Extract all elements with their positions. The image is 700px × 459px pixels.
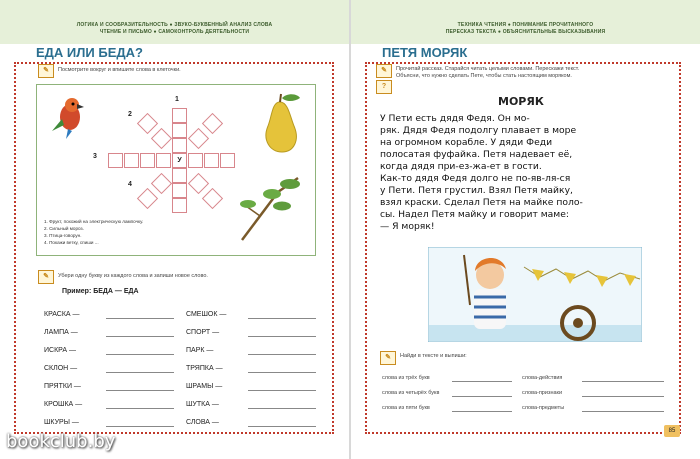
page-gutter (349, 0, 351, 459)
right-page-title: ПЕТЯ МОРЯК (382, 45, 468, 60)
pencil-task-icon: ✎ (38, 64, 54, 78)
word-item: ПАРК — (186, 347, 214, 354)
story-line: сы. Надел Петя майку и говорит маме: (380, 209, 569, 220)
clue-number-4: 4 (128, 181, 132, 188)
category-label: слова из трёх букв (382, 375, 430, 381)
find-words-instruction: Найди в тексте и выпиши: (400, 353, 467, 359)
answer-line[interactable] (106, 372, 174, 373)
example-label: Пример: БЕДА — ЕДА (62, 288, 139, 295)
category-label: слова из пяти букв (382, 405, 430, 411)
clue-number-2: 2 (128, 111, 132, 118)
crossword-cell[interactable] (220, 153, 235, 168)
answer-line[interactable] (248, 426, 316, 427)
pencil-task-icon: ✎ (380, 351, 396, 365)
word-item: КРАСКА — (44, 311, 80, 318)
story-line: полосатая фуфайка. Петя надевает её, (380, 149, 573, 160)
story-line: — Я моряк! (380, 221, 435, 232)
answer-line[interactable] (248, 408, 316, 409)
word-item: ПРЯТКИ — (44, 383, 81, 390)
clue-line: 3. Птица-говорун. (44, 233, 82, 238)
speaking-task-icon: ? (376, 80, 392, 94)
crossword-cell[interactable] (172, 138, 187, 153)
story-line: У Пети есть дядя Федя. Он мо- (380, 113, 530, 124)
crossword-cell[interactable] (124, 153, 139, 168)
crossword-cell[interactable] (108, 153, 123, 168)
word-item: ТРЯПКА — (186, 365, 223, 372)
story-line: когда дядя при-ез-жа-ет в гости. (380, 161, 542, 172)
answer-line[interactable] (248, 354, 316, 355)
answer-line[interactable] (248, 318, 316, 319)
answer-line[interactable] (106, 354, 174, 355)
answer-line[interactable] (452, 381, 512, 382)
story-line: у Пети. Петя грустил. Взял Петя майку, (380, 185, 573, 196)
page-number: 85 (664, 425, 680, 437)
right-header-line1: ТЕХНИКА ЧТЕНИЯ ● ПОНИМАНИЕ ПРОЧИТАННОГО (457, 22, 594, 28)
reading-instruction-1: Прочитай рассказ. Старайся читать целыми словами. Перескажи текст. (396, 66, 580, 72)
word-item: СМЕШОК — (186, 311, 227, 318)
answer-line[interactable] (452, 396, 512, 397)
crossword-cell[interactable] (204, 153, 219, 168)
story-line: взял краски. Сделал Петя на майке поло- (380, 197, 583, 208)
crossword-cell[interactable] (172, 108, 187, 123)
answer-line[interactable] (582, 396, 664, 397)
answer-line[interactable] (582, 411, 664, 412)
answer-line[interactable] (106, 408, 174, 409)
reading-task-icon: ✎ (376, 64, 392, 78)
right-header-band (351, 0, 700, 44)
story-line: на огромном корабле. У дяди Феди (380, 137, 553, 148)
crossword-cell[interactable] (172, 198, 187, 213)
word-item: ИСКРА — (44, 347, 76, 354)
story-line: Как-то дядя Федя долго не по-яв-ля-ся (380, 173, 571, 184)
answer-line[interactable] (248, 390, 316, 391)
word-item: СПОРТ — (186, 329, 220, 336)
answer-line[interactable] (452, 411, 512, 412)
word-item: ШУТКА — (186, 401, 219, 408)
word-item: КРОШКА — (44, 401, 83, 408)
crossword-cell[interactable] (188, 153, 203, 168)
crossword-cell[interactable] (172, 168, 187, 183)
bookclub-watermark: bookclub.by (6, 431, 116, 452)
clue-line: 1. Фрукт, похожий на электрическую лампочку. (44, 219, 144, 224)
crossword-cell[interactable] (140, 153, 155, 168)
left-header-line2: ЧТЕНИЕ И ПИСЬМО ● САМОКОНТРОЛЬ ДЕЯТЕЛЬНОСТИ (99, 29, 250, 35)
answer-line[interactable] (106, 426, 174, 427)
category-label: слова-признаки (522, 390, 563, 396)
answer-line[interactable] (248, 372, 316, 373)
word-item: СЛОВА — (186, 419, 219, 426)
reading-instruction-2: Объясни, что нужно сделать Пете, чтобы стать настоящим моряком. (396, 73, 572, 79)
word-item: ШКУРЫ — (44, 419, 79, 426)
clue-number-1: 1 (175, 96, 179, 103)
answer-line[interactable] (248, 336, 316, 337)
sailor-boy-illustration (428, 247, 642, 342)
crossword-cell[interactable] (172, 123, 187, 138)
left-header-line1: ЛОГИКА И СООБРАЗИТЕЛЬНОСТЬ ● ЗВУКО-БУКВЕННЫЙ АНАЛИЗ СЛОВА (76, 22, 273, 28)
story-title: МОРЯК (498, 95, 544, 108)
answer-line[interactable] (106, 318, 174, 319)
crossword-cell-letter[interactable]: У (172, 153, 187, 168)
clue-line: 4. Покажи ветку, спиши ... (44, 240, 99, 245)
word-item: СКЛОН — (44, 365, 78, 372)
answer-line[interactable] (582, 381, 664, 382)
word-item: ЛАМПА — (44, 329, 78, 336)
clue-line: 2. Сильный мороз. (44, 226, 84, 231)
answer-line[interactable] (106, 390, 174, 391)
word-item: ШРАМЫ — (186, 383, 223, 390)
category-label: слова из четырёх букв (382, 390, 440, 396)
right-header-line2: ПЕРЕСКАЗ ТЕКСТА ● ОБЪЯСНИТЕЛЬНЫЕ ВЫСКАЗЫВАНИЯ (445, 29, 606, 35)
crossword-instruction: Посмотрите вокруг и впишите слова в клеточки. (58, 67, 181, 73)
pear-icon (258, 92, 302, 154)
answer-line[interactable] (106, 336, 174, 337)
story-line: ряк. Дядя Федя подолгу плавает в море (380, 125, 577, 136)
category-label: слова-предметы (522, 405, 565, 411)
pencil-task-icon: ✎ (38, 270, 54, 284)
clue-number-3: 3 (93, 153, 97, 160)
left-page-title: ЕДА ИЛИ БЕДА? (36, 45, 143, 60)
crossword-cell[interactable] (156, 153, 171, 168)
crossword-cell[interactable] (172, 183, 187, 198)
letter-task-instruction: Убери одну букву из каждого слова и запиши новое слово. (58, 273, 208, 279)
parrot-icon (48, 95, 88, 140)
tree-branch-icon (238, 172, 304, 242)
category-label: слова-действия (522, 375, 563, 381)
left-header-band (0, 0, 349, 44)
